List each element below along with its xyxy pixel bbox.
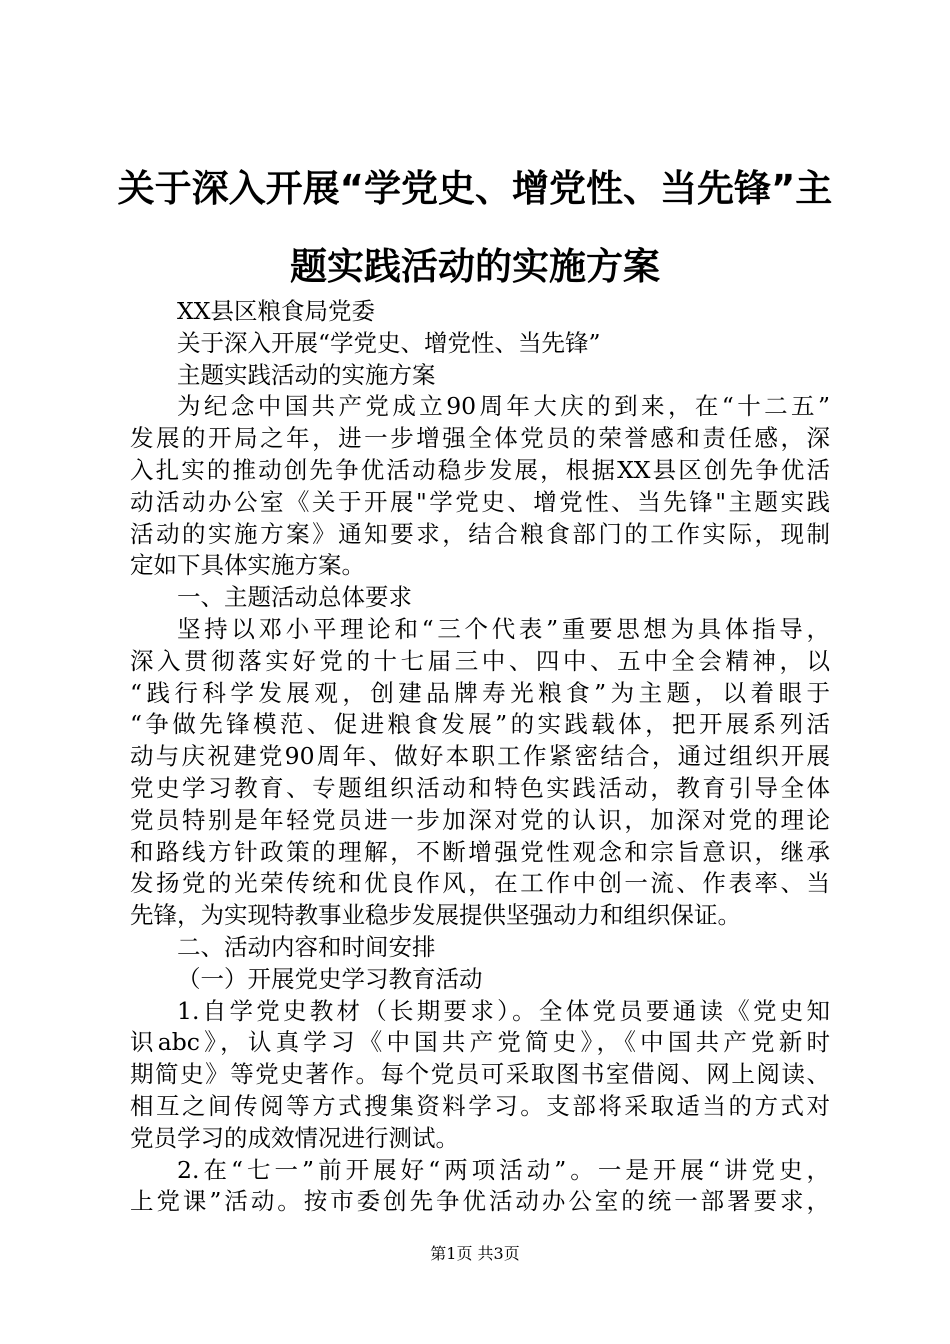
body-text-line: 坚持以邓小平理论和“三个代表”重要思想为具体指导， bbox=[177, 614, 830, 643]
body-text-line: 二、活动内容和时间安排 bbox=[177, 932, 436, 961]
body-text-line: 主题实践活动的实施方案 bbox=[177, 360, 436, 389]
body-text-line: 动活动办公室《关于开展"学党史、增党性、当先锋"主题实践 bbox=[130, 487, 830, 516]
body-text-line: 关于深入开展“学党史、增党性、当先锋” bbox=[177, 328, 601, 357]
body-text-line: 1.自学党史教材（长期要求）。全体党员要通读《党史知 bbox=[177, 996, 830, 1025]
body-text-line: （一）开展党史学习教育活动 bbox=[177, 964, 483, 993]
body-text-line: 发展的开局之年，进一步增强全体党员的荣誉感和责任感，深 bbox=[130, 424, 830, 453]
body-text-line: 入扎实的推动创先争优活动稳步发展，根据XX县区创先争优活 bbox=[130, 455, 830, 484]
body-text-line: 识abc》，认真学习《中国共产党简史》，《中国共产党新时 bbox=[130, 1028, 830, 1057]
body-text-line: 先锋，为实现特教事业稳步发展提供坚强动力和组织保证。 bbox=[130, 901, 741, 930]
document-body bbox=[130, 296, 830, 1218]
body-text-line: 和路线方针政策的理解，不断增强党性观念和宗旨意识，继承 bbox=[130, 837, 830, 866]
body-text-line: 动与庆祝建党90周年、做好本职工作紧密结合，通过组织开展 bbox=[130, 742, 830, 771]
body-text-line: XX县区粮食局党委 bbox=[177, 297, 375, 325]
body-text-line: 期简史》等党史著作。每个党员可采取图书室借阅、网上阅读、 bbox=[130, 1060, 830, 1089]
body-text-line: 相互之间传阅等方式搜集资料学习。支部将采取适当的方式对 bbox=[130, 1091, 830, 1120]
body-text-line: 党史学习教育、专题组织活动和特色实践活动，教育引导全体 bbox=[130, 773, 830, 802]
body-text-line: 2.在“七一”前开展好“两项活动”。一是开展“讲党史， bbox=[177, 1155, 830, 1184]
document-title-line-1: 关于深入开展“学党史、增党性、当先锋”主 bbox=[117, 167, 833, 210]
body-text-line: 发扬党的光荣传统和优良作风，在工作中创一流、作表率、当 bbox=[130, 869, 830, 898]
body-text-line: “践行科学发展观，创建品牌寿光粮食”为主题，以着眼于 bbox=[130, 678, 830, 707]
body-text-line: 上党课”活动。按市委创先争优活动办公室的统一部署要求， bbox=[130, 1187, 830, 1216]
document-title-line-2: 题实践活动的实施方案 bbox=[290, 245, 660, 288]
body-text-line: 活动的实施方案》通知要求，结合粮食部门的工作实际，现制 bbox=[130, 519, 830, 548]
body-text-line: 为纪念中国共产党成立90周年大庆的到来，在“十二五” bbox=[177, 392, 830, 421]
body-text-line: 党员学习的成效情况进行测试。 bbox=[130, 1123, 459, 1152]
body-text-line: 深入贯彻落实好党的十七届三中、四中、五中全会精神，以 bbox=[130, 646, 830, 675]
body-text-line: 定如下具体实施方案。 bbox=[130, 551, 365, 580]
body-text-line: 党员特别是年轻党员进一步加深对党的认识，加深对党的理论 bbox=[130, 805, 830, 834]
body-text-line: “争做先锋模范、促进粮食发展”的实践载体，把开展系列活 bbox=[130, 710, 830, 739]
page-footer: 第1页 共3页 bbox=[430, 1244, 520, 1263]
body-text-line: 一、主题活动总体要求 bbox=[177, 583, 412, 612]
